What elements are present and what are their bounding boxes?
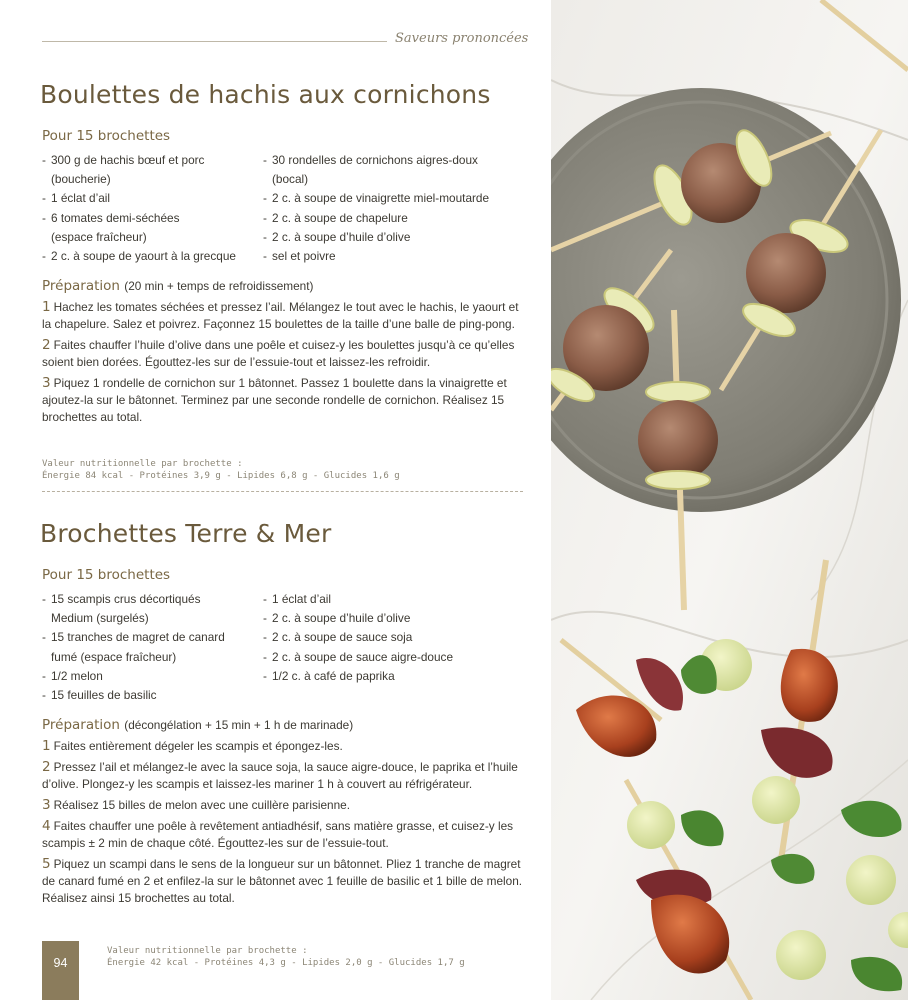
ingredient-text: 2 c. à soupe de vinaigrette miel-moutarde [272,191,490,206]
ingredient-text: 2 c. à soupe de chapelure [272,210,408,225]
recipe-2-prep-heading [42,717,353,733]
pickle-slice [646,382,710,402]
melon-ball [776,930,826,980]
step-text: Faites entièrement dégeler les scampis et épongez-les. [53,739,343,753]
ingredient-text: 6 tomates demi-séchées [51,210,180,225]
ingredient-text: 2 c. à soupe d’huile d’olive [272,611,411,626]
step-text: Faites chauffer l’huile d’olive dans une poêle et cuisez-y les boulettes jusqu’à ce qu’elles soient bien dorées. Égouttez-les sur de l’essuie-tout et laissez-les refroidir. [42,338,515,369]
food-photo [551,0,908,1000]
ingredient-item [42,189,257,208]
ingredient-text-continued: (espace fraîcheur) [51,229,147,244]
ingredient-item [42,247,257,266]
recipe-1-steps [42,299,527,430]
step-number: 1 [42,738,51,754]
step-number: 2 [42,337,51,353]
recipe-1-nutrition-label: Valeur nutritionnelle par brochette : [42,459,243,469]
recipe-2-servings: Pour 15 brochettes [42,567,171,583]
step-text: Pressez l’ail et mélangez-le avec la sauce soja, la sauce aigre-douce, le paprika et l’huile d’olive. Plongez-y les scampis et laissez-les mariner 1 h à couvert au réfrigérateur. [42,760,518,791]
recipe-2-nutrition-values: Énergie 42 kcal - Protéines 4,3 g - Lipides 2,0 g - Glucides 1,7 g [107,957,465,968]
ingredient-text: 300 g de hachis bœuf et porc [51,153,205,167]
ingredient-text-continued: Medium (surgelés) [51,611,149,626]
ingredient-text-continued: (boucherie) [51,172,111,187]
ingredient-item [42,590,257,628]
ingredient-item [263,151,528,189]
pickle-slice [646,471,710,489]
ingredient-item [42,686,257,705]
recipe-2-nutrition [107,946,465,969]
ingredient-item [42,628,257,666]
ingredient-item [263,209,528,228]
recipe-1-servings: Pour 15 brochettes [42,128,171,144]
ingredient-item [42,667,257,686]
ingredient-text: 1/2 melon [51,668,103,683]
prep-step [42,337,527,371]
prep-step [42,759,527,793]
recipe-2-nutrition-label: Valeur nutritionnelle par brochette : [107,946,308,956]
melon-ball [752,776,800,824]
recipe-1-title: Boulettes de hachis aux cornichons [40,80,491,109]
recipe-1-ingredients-left [42,151,257,266]
prep-step [42,738,527,755]
step-text: Réalisez 15 billes de melon avec une cuillère parisienne. [53,798,350,812]
prep-step [42,856,527,907]
header-rule [42,41,387,42]
ingredient-item [263,609,528,628]
recipe-separator [42,491,523,492]
step-text: Piquez un scampi dans le sens de la longueur sur un bâtonnet. Pliez 1 tranche de magret de canard fumé en 2 et enfilez-la sur le bâtonnet avec 1 feuille de basilic et 1 bille de melon. Réalisez ainsi 15 brochettes au total. [42,857,523,905]
ingredient-text: 2 c. à soupe d’huile d’olive [272,229,411,244]
ingredient-item [263,228,528,247]
step-text: Piquez 1 rondelle de cornichon sur 1 bâtonnet. Passez 1 boulette dans la vinaigrette et ajoutez-la sur le bâtonnet. Terminez par une seconde rondelle de cornichon. Réalisez 15 brochettes au total. [42,376,507,424]
prep-step [42,818,527,852]
ingredient-item [42,151,257,189]
step-text: Hachez les tomates séchées et pressez l’ail. Mélangez le tout avec le hachis, le yaourt et la chapelure. Salez et poivrez. Façonnez 15 boulettes de la taille d’une balle de ping-pong. [42,300,519,331]
ingredient-text: 2 c. à soupe de yaourt à la grecque [51,249,236,264]
step-number: 5 [42,856,51,872]
prep-step [42,299,527,333]
recipe-1-nutrition [42,459,400,482]
recipe-2-prep-note: (décongélation + 15 min + 1 h de marinade) [124,718,354,732]
ingredient-item [263,667,528,686]
ingredient-text: 1 éclat d’ail [51,191,111,206]
melon-ball [846,855,896,905]
ingredient-text: 15 scampis crus décortiqués [51,592,201,606]
recipe-2-title: Brochettes Terre & Mer [40,519,332,548]
ingredient-item [263,590,528,609]
step-number: 1 [42,299,51,315]
prep-step [42,797,527,814]
recipe-2-steps [42,738,527,911]
ingredient-text: 1 éclat d’ail [272,592,332,606]
section-title: Saveurs prononcées [395,31,529,46]
ingredient-text: 15 tranches de magret de canard [51,630,225,645]
melon-ball [627,801,675,849]
step-number: 4 [42,818,51,834]
ingredient-text: sel et poivre [272,249,336,264]
step-number: 3 [42,375,51,391]
recipe-1-prep-note: (20 min + temps de refroidissement) [124,279,314,293]
ingredient-text: 30 rondelles de cornichons aigres-doux [272,153,478,167]
ingredient-item [263,247,528,266]
ingredient-item [263,648,528,667]
ingredient-text-continued: (bocal) [272,172,309,187]
ingredient-text: 15 feuilles de basilic [51,688,157,703]
ingredient-item [263,189,528,208]
ingredient-text-continued: fumé (espace fraîcheur) [51,649,177,664]
prep-step [42,375,527,426]
recipe-2-prep-label: Préparation [42,717,120,733]
recipe-1-prep-heading [42,278,313,294]
meatball [746,233,826,313]
step-text: Faites chauffer une poêle à revêtement antiadhésif, sans matière grasse, et cuisez-y les scampis ± 2 min de chaque côté. Égouttez-les sur de l’essuie-tout. [42,819,514,850]
recipe-1-ingredients-right [263,151,528,266]
recipe-1-nutrition-values: Énergie 84 kcal - Protéines 3,9 g - Lipides 6,8 g - Glucides 1,6 g [42,470,400,481]
recipe-2-ingredients-left [42,590,257,705]
recipe-1-prep-label: Préparation [42,278,120,294]
ingredient-text: 1/2 c. à café de paprika [272,668,395,683]
step-number: 3 [42,797,51,813]
ingredient-text: 2 c. à soupe de sauce aigre-douce [272,649,454,664]
ingredient-item [263,628,528,647]
step-number: 2 [42,759,51,775]
page-number: 94 [42,941,79,1000]
meatball [638,400,718,480]
recipe-2-ingredients-right [263,590,528,686]
ingredient-item [42,209,257,247]
ingredient-text: 2 c. à soupe de sauce soja [272,630,413,645]
